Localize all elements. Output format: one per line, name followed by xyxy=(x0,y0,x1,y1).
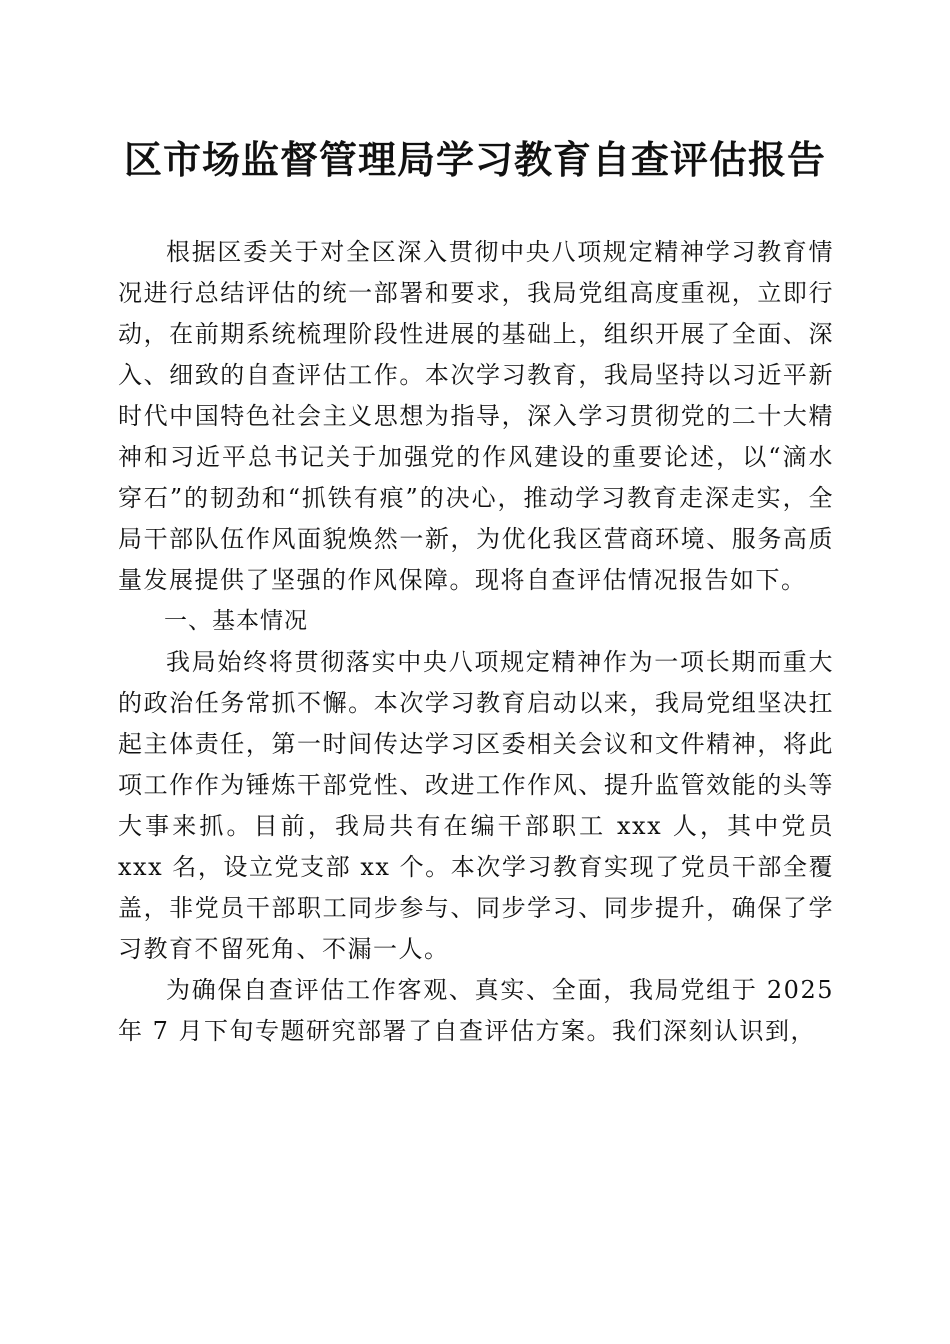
document-body xyxy=(118,232,834,1052)
section-paragraph: 我局始终将贯彻落实中央八项规定精神作为一项长期而重大的政治任务常抓不懈。本次学习教育启动以来，我局党组坚决扛起主体责任，第一时间传达学习区委相关会议和文件精神，将此项工作作为锤炼干部党性、改进工作作风、提升监管效能的头等大事来抓。目前，我局共有在编干部职工 xxx 人，其中党员 xxx 名，设立党支部 xx 个。本次学习教育实现了党员干部全覆盖，非党员干部职工同步参与、同步学习、同步提升，确保了学习教育不留死角、不漏一人。 xyxy=(118,648,834,963)
section-heading-basic-situation: 一、基本情况 xyxy=(164,608,308,634)
section-paragraph: 为确保自查评估工作客观、真实、全面，我局党组于 2025 年 7 月下旬专题研究部署了自查评估方案。我们深刻认识到， xyxy=(118,976,834,1045)
document-title: 区市场监督管理局学习教育自查评估报告 xyxy=(123,137,826,182)
intro-paragraph: 根据区委关于对全区深入贯彻中央八项规定精神学习教育情况进行总结评估的统一部署和要求，我局党组高度重视，立即行动，在前期系统梳理阶段性进展的基础上，组织开展了全面、深入、细致的自查评估工作。本次学习教育，我局坚持以习近平新时代中国特色社会主义思想为指导，深入学习贯彻党的二十大精神和习近平总书记关于加强党的作风建设的重要论述，以“滴水穿石”的韧劲和“抓铁有痕”的决心，推动学习教育走深走实，全局干部队伍作风面貌焕然一新，为优化我区营商环境、服务高质量发展提供了坚强的作风保障。现将自查评估情况报告如下。 xyxy=(118,238,834,594)
